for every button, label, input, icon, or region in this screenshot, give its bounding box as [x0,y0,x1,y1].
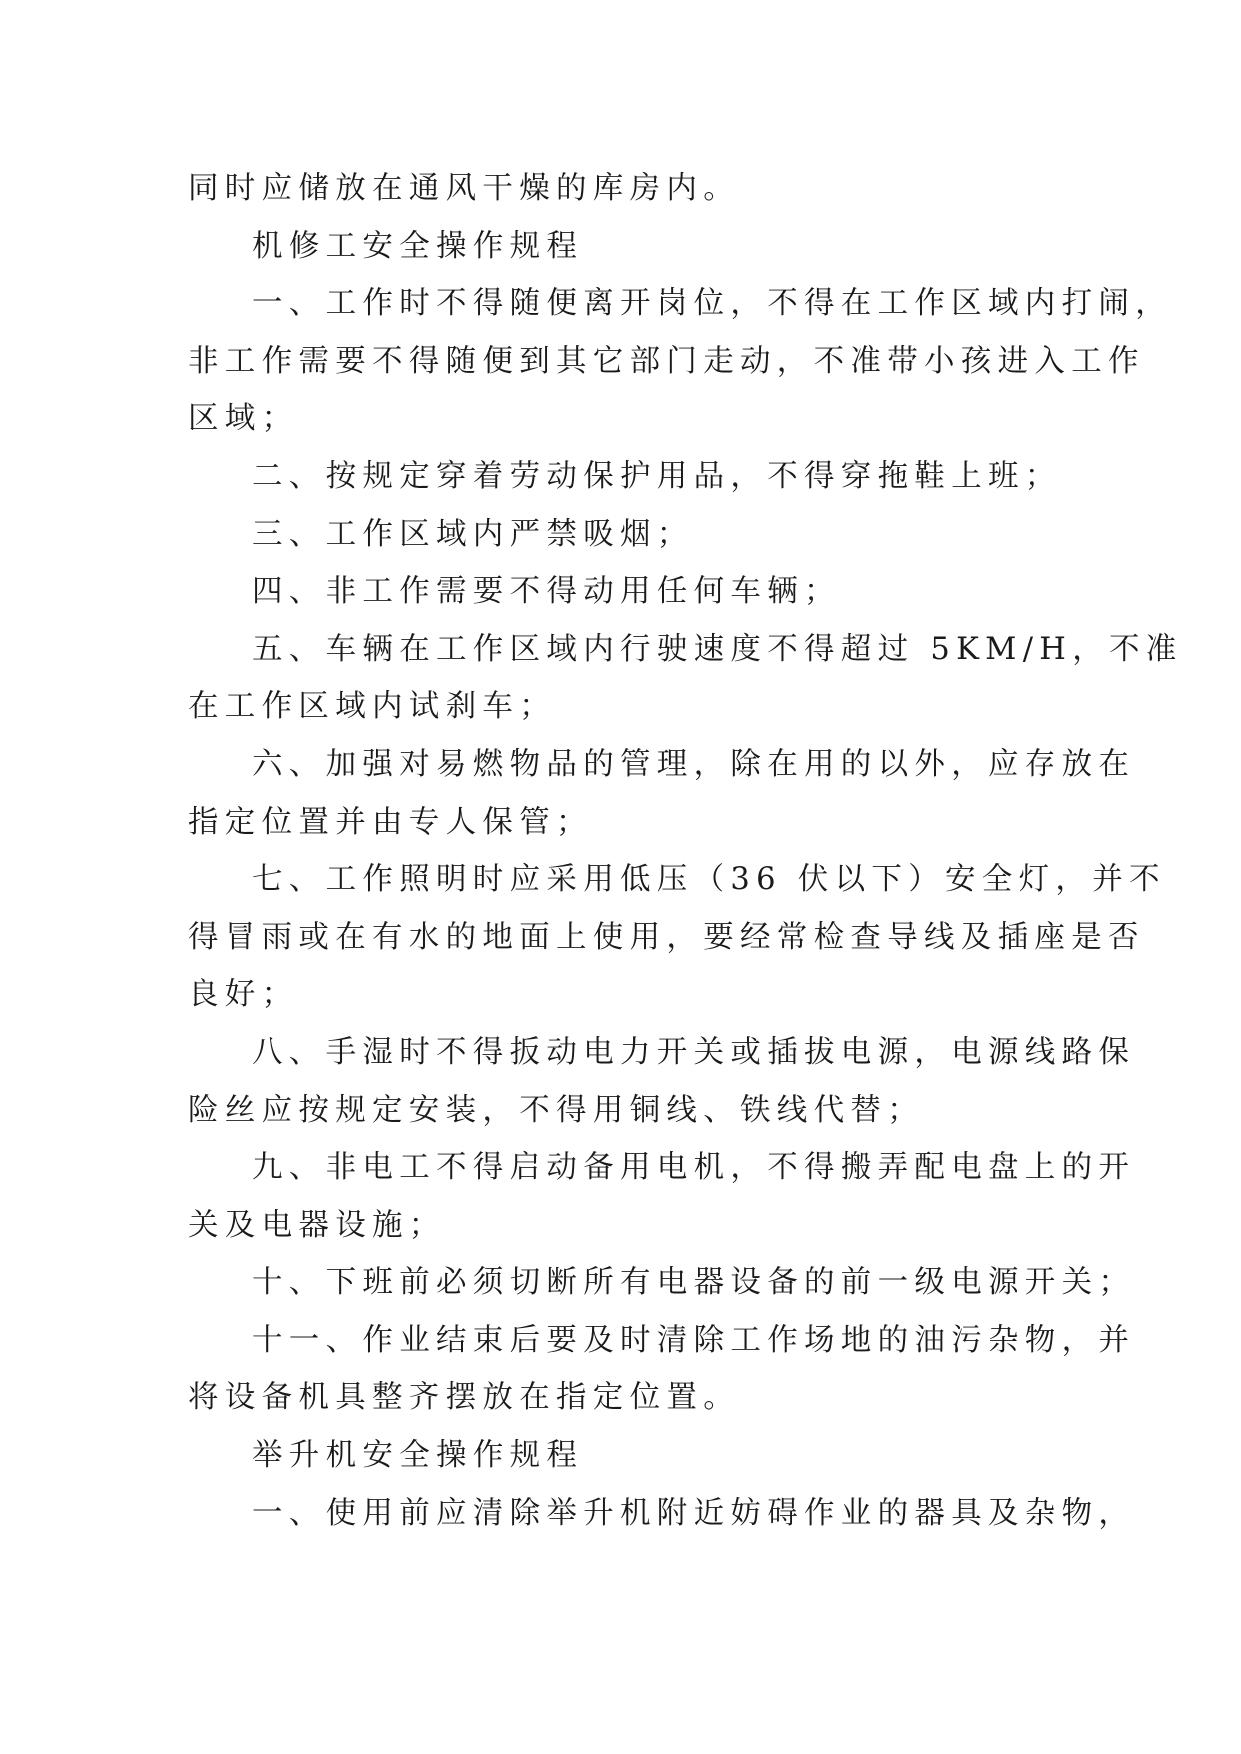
text-line: 十一、作业结束后要及时清除工作场地的油污杂物，并 [252,1322,1136,1358]
text-line: 三、工作区域内严禁吸烟； [252,516,694,552]
section-heading-mechanic-safety: 机修工安全操作规程 [252,228,584,264]
text-line: 一、使用前应清除举升机附近妨碍作业的器具及杂物， [252,1495,1136,1531]
section-heading-lift-safety: 举升机安全操作规程 [252,1438,584,1474]
text-line: 二、按规定穿着劳动保护用品，不得穿拖鞋上班； [252,458,1062,494]
text-line: 同时应储放在通风干燥的库房内。 [188,171,740,206]
text-line: 五、车辆在工作区域内行驶速度不得超过 5KM/H，不准 [252,631,1183,667]
text-line: 九、非电工不得启动备用电机，不得搬弄配电盘上的开 [252,1150,1136,1186]
text-line: 得冒雨或在有水的地面上使用，要经常检查导线及插座是否 [188,919,1145,955]
text-line: 八、手湿时不得扳动电力开关或插拔电源，电源线路保 [252,1034,1136,1070]
text-line: 将设备机具整齐摆放在指定位置。 [188,1380,740,1416]
text-line: 非工作需要不得随便到其它部门走动，不准带小孩进入工作 [188,343,1145,379]
text-line: 在工作区域内试刹车； [188,689,556,725]
text-line: 六、加强对易燃物品的管理，除在用的以外，应存放在 [252,746,1136,782]
text-line: 指定位置并由专人保管； [188,804,593,840]
text-line: 关及电器设施； [188,1207,446,1243]
text-line: 七、工作照明时应采用低压（36 伏以下）安全灯，并不 [252,862,1166,898]
document-body [188,160,1183,1542]
text-line: 四、非工作需要不得动用任何车辆； [252,574,841,610]
text-line: 区域； [188,401,299,437]
text-line: 良好； [188,977,299,1013]
text-line: 十、下班前必须切断所有电器设备的前一级电源开关； [252,1265,1136,1301]
text-line: 险丝应按规定安装，不得用铜线、铁线代替； [188,1092,924,1128]
text-line: 一、工作时不得随便离开岗位，不得在工作区域内打闹， [252,286,1172,322]
